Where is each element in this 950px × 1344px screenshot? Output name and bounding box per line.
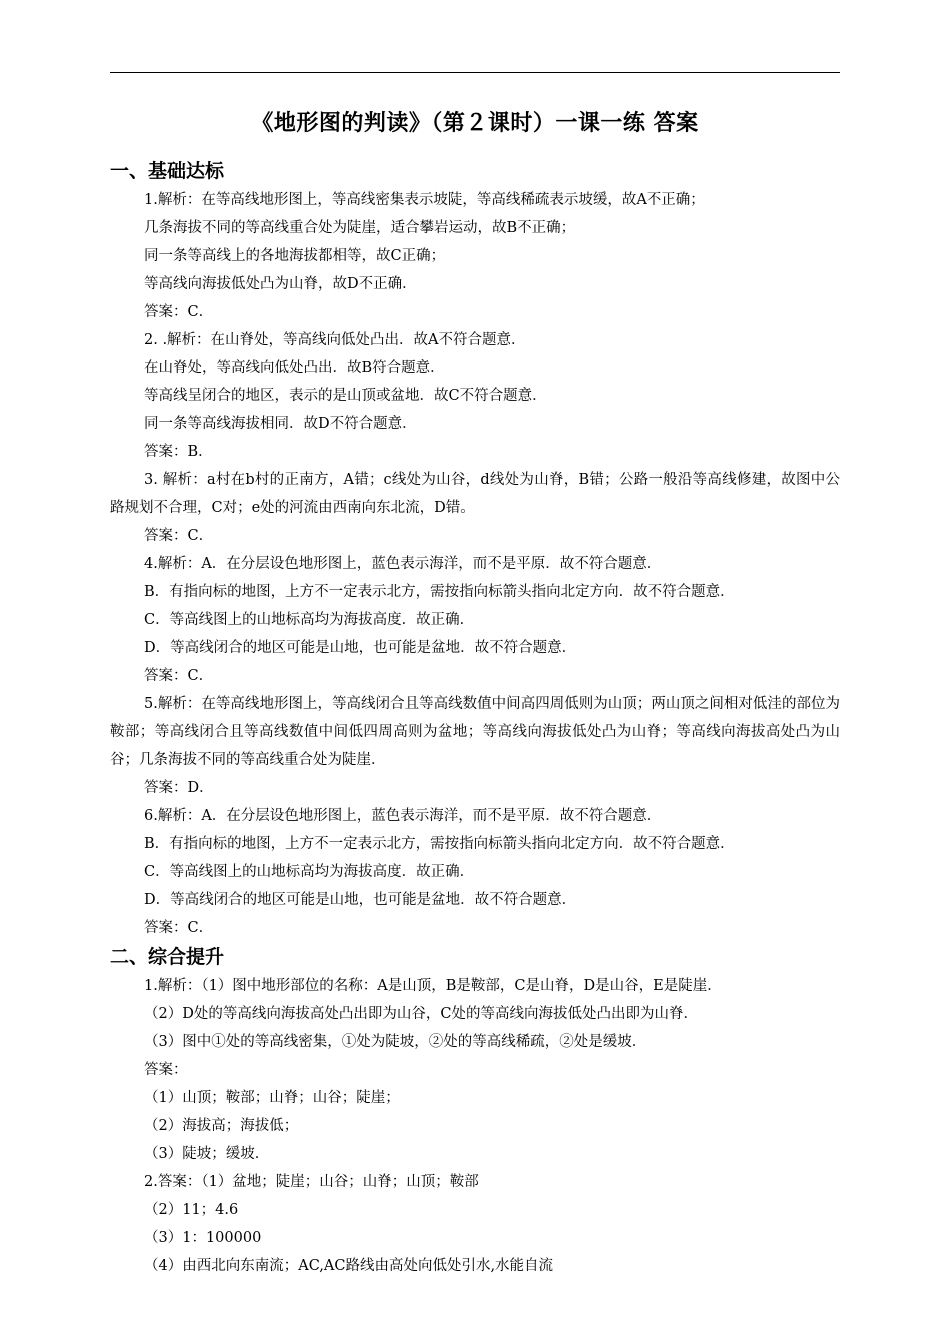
section-heading-comprehensive: 二、综合提升 — [110, 946, 225, 968]
document-title: 《地形图的判读》（第２课时）一课一练 答案 — [251, 110, 699, 136]
answer-line: （3）陡坡；缓坡． — [144, 1146, 270, 1162]
answer-line: （1）山顶；鞍部；山脊；山谷；陡崖； — [144, 1090, 400, 1106]
document-body — [110, 156, 840, 1280]
answer-paragraph: 5.解析：在等高线地形图上，等高线闭合且等高线数值中间高四周低则为山顶；两山顶之间相对低洼的部位为鞍部；等高线闭合且等高线数值中间低四周高则为盆地；等高线向海拔低处凸为山脊；等高线向海拔高处凸为山谷；几条海拔不同的等高线重合处为陡崖． — [110, 696, 840, 768]
answer-line: 等高线呈闭合的地区，表示的是山顶或盆地．故C不符合题意． — [144, 388, 547, 404]
answer-line: 2. .解析：在山脊处，等高线向低处凸出．故A不符合题意． — [144, 332, 526, 348]
answer-line: 6.解析：A．在分层设色地形图上，蓝色表示海洋，而不是平原．故不符合题意． — [144, 808, 662, 824]
answer-line: 答案：C． — [144, 920, 214, 936]
answer-line: 等高线向海拔低处凸为山脊，故D不正确． — [144, 276, 417, 292]
answer-line: 答案：C． — [144, 304, 214, 320]
answer-line: C．等高线图上的山地标高均为海拔高度．故正确． — [144, 612, 475, 628]
answer-line: B．有指向标的地图，上方不一定表示北方，需按指向标箭头指向北定方向．故不符合题意． — [144, 584, 735, 600]
section-heading-basic: 一、基础达标 — [110, 160, 225, 182]
answer-line: 答案：C． — [144, 668, 214, 684]
answer-line: 答案：B． — [144, 444, 213, 460]
answer-line: B．有指向标的地图，上方不一定表示北方，需按指向标箭头指向北定方向．故不符合题意． — [144, 836, 735, 852]
answer-line: 1.解析：在等高线地形图上，等高线密集表示坡陡，等高线稀疏表示坡缓，故A不正确； — [144, 192, 705, 208]
answer-line: （3）图中①处的等高线密集，①处为陡坡，②处的等高线稀疏，②处是缓坡． — [144, 1034, 647, 1050]
answer-line: D．等高线闭合的地区可能是山地，也可能是盆地．故不符合题意． — [144, 640, 577, 656]
header-rule — [110, 72, 840, 73]
answer-line: （2）海拔高；海拔低； — [144, 1118, 299, 1134]
answer-line: 答案： — [144, 1062, 188, 1078]
answer-line: 2.答案：（1）盆地；陡崖；山谷；山脊；山顶；鞍部 — [144, 1174, 479, 1190]
answer-line: （2）11；4.6 — [144, 1202, 239, 1218]
answer-line: 4.解析：A．在分层设色地形图上，蓝色表示海洋，而不是平原．故不符合题意． — [144, 556, 662, 572]
answer-line: 在山脊处，等高线向低处凸出．故B符合题意． — [144, 360, 445, 376]
answer-line: D．等高线闭合的地区可能是山地，也可能是盆地．故不符合题意． — [144, 892, 577, 908]
answer-line: 答案：C． — [144, 528, 214, 544]
answer-line: （3）1：100000 — [144, 1230, 262, 1246]
answer-line: （4）由西北向东南流；AC,AC路线由高处向低处引水,水能自流 — [144, 1258, 554, 1274]
answer-paragraph: 3. 解析：a村在b村的正南方，A错；c线处为山谷，d线处为山脊，B错；公路一般沿等高线修建，故图中公路规划不合理，C对；e处的河流由西南向东北流，D错。 — [110, 472, 840, 516]
answer-line: 几条海拔不同的等高线重合处为陡崖，适合攀岩运动，故B不正确； — [144, 220, 576, 236]
answer-line: （2）D处的等高线向海拔高处凸出即为山谷，C处的等高线向海拔低处凸出即为山脊． — [144, 1006, 698, 1022]
answer-line: 同一条等高线海拔相同．故D不符合题意． — [144, 416, 417, 432]
answer-line: C．等高线图上的山地标高均为海拔高度．故正确． — [144, 864, 475, 880]
answer-line: 1.解析：（1）图中地形部位的名称：A是山顶，B是鞍部，C是山脊，D是山谷，E是陡崖． — [144, 978, 722, 994]
answer-line: 答案：D． — [144, 780, 214, 796]
answer-line: 同一条等高线上的各地海拔都相等，故C正确； — [144, 248, 446, 264]
